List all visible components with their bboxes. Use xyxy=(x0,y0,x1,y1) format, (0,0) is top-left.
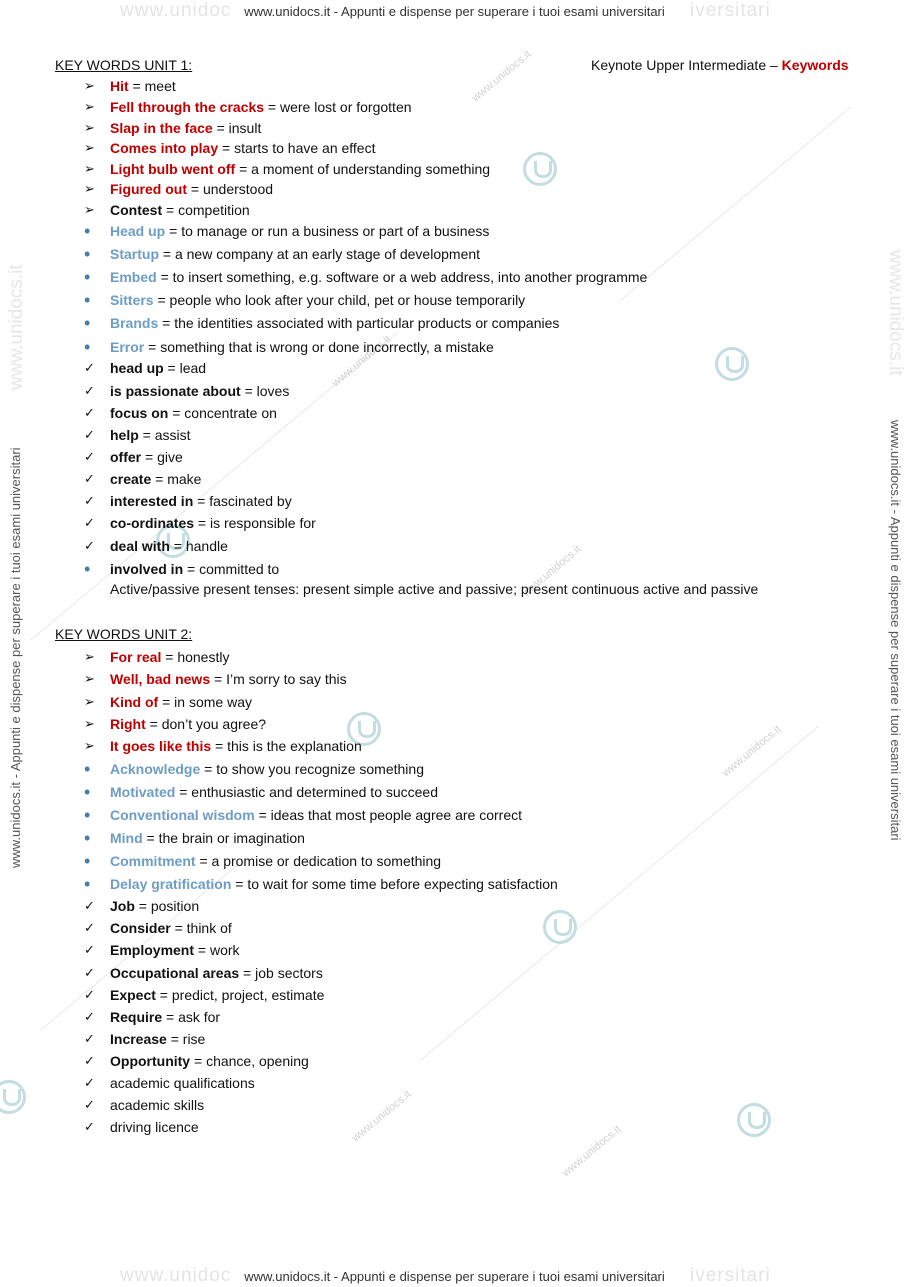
watermark-left-ghost: www.unidocs.it xyxy=(6,264,27,390)
keyword-definition: = assist xyxy=(138,427,191,443)
list-item xyxy=(84,828,305,848)
keyword-definition: = starts to have an effect xyxy=(218,140,376,156)
arrow-bullet-icon: ➢ xyxy=(84,140,95,155)
keyword-definition: = is responsible for xyxy=(194,515,316,531)
keyword-definition: = predict, project, estimate xyxy=(155,987,325,1003)
list-item xyxy=(84,1073,255,1093)
checkmark-icon: ✓ xyxy=(84,965,95,980)
list-item xyxy=(84,536,228,556)
keyword-term: Comes into play xyxy=(110,140,219,156)
arrow-bullet-icon: ➢ xyxy=(84,649,95,664)
keyword-definition: = position xyxy=(134,898,200,914)
keyword-definition: = to show you recognize something xyxy=(200,761,424,777)
keyword-definition: = competition xyxy=(162,202,250,218)
keyword-term: co-ordinates xyxy=(110,515,195,531)
unit1-grammar-note: Active/passive present tenses: present simple active and passive; present continuous active and passive xyxy=(110,581,759,597)
list-item xyxy=(84,381,289,401)
checkmark-icon: ✓ xyxy=(84,1031,95,1046)
keyword-term: Conventional wisdom xyxy=(110,807,255,823)
list-item xyxy=(84,403,277,423)
keyword-definition: = loves xyxy=(240,383,290,399)
keyword-term: create xyxy=(110,471,152,487)
list-item xyxy=(84,97,412,117)
watermark-diagonal-text: www.unidocs.it xyxy=(330,333,394,390)
keyword-term: Delay gratification xyxy=(110,876,232,892)
checkmark-icon: ✓ xyxy=(84,538,95,553)
list-item xyxy=(84,447,183,467)
list-item xyxy=(84,358,206,378)
keyword-definition: = give xyxy=(141,449,183,465)
list-item xyxy=(84,221,489,241)
keyword-definition: = don’t you agree? xyxy=(145,716,267,732)
list-item xyxy=(84,159,490,179)
list-item xyxy=(84,759,424,779)
list-item xyxy=(84,513,316,533)
list-item xyxy=(84,1007,220,1027)
keyword-term: Contest xyxy=(110,202,163,218)
arrow-bullet-icon: ➢ xyxy=(84,120,95,135)
list-item xyxy=(84,851,441,871)
keyword-definition: = understood xyxy=(187,181,274,197)
keyword-definition: academic skills xyxy=(110,1097,205,1113)
keyword-term: Increase xyxy=(110,1031,167,1047)
arrow-bullet-icon: ➢ xyxy=(84,161,95,176)
list-item xyxy=(84,267,647,287)
list-item xyxy=(84,940,240,960)
round-bullet-icon: • xyxy=(84,827,91,848)
checkmark-icon: ✓ xyxy=(84,427,95,442)
list-item xyxy=(84,669,347,689)
keyword-term: Right xyxy=(110,716,146,732)
arrow-bullet-icon: ➢ xyxy=(84,716,95,731)
keyword-definition: = fascinated by xyxy=(193,493,292,509)
keyword-definition: = make xyxy=(151,471,202,487)
document-header xyxy=(591,57,849,73)
list-item xyxy=(84,985,324,1005)
keyword-term: For real xyxy=(110,649,162,665)
list-item xyxy=(84,559,279,579)
list-item xyxy=(84,1051,309,1071)
watermark-diagonal-text: www.unidocs.it xyxy=(520,543,584,600)
watermark-ghost-text: www.unidoc xyxy=(120,0,232,21)
keyword-term: Require xyxy=(110,1009,163,1025)
keyword-term: Mind xyxy=(110,830,143,846)
watermark-diagonal-text: www.unidocs.it xyxy=(350,1088,414,1145)
keyword-term: It goes like this xyxy=(110,738,212,754)
list-item xyxy=(84,692,252,712)
checkmark-icon: ✓ xyxy=(84,1119,95,1134)
keyword-term: Job xyxy=(110,898,135,914)
keyword-term: Opportunity xyxy=(110,1053,191,1069)
list-item xyxy=(84,805,522,825)
keyword-term: deal with xyxy=(110,538,170,554)
keyword-term: Startup xyxy=(110,246,159,262)
keyword-definition: = honestly xyxy=(161,649,230,665)
keyword-definition: = chance, opening xyxy=(190,1053,309,1069)
keyword-term: Occupational areas xyxy=(110,965,240,981)
round-bullet-icon: • xyxy=(84,289,91,310)
list-item xyxy=(84,963,323,983)
keyword-term: interested in xyxy=(110,493,194,509)
watermark-logo-icon xyxy=(543,910,577,944)
unit2-title: KEY WORDS UNIT 2: xyxy=(55,626,193,642)
keyword-term: Embed xyxy=(110,269,157,285)
keyword-definition: = a moment of understanding something xyxy=(235,161,491,177)
keyword-term: focus on xyxy=(110,405,169,421)
arrow-bullet-icon: ➢ xyxy=(84,738,95,753)
keyword-term: Fell through the cracks xyxy=(110,99,265,115)
round-bullet-icon: • xyxy=(84,850,91,871)
list-item xyxy=(84,782,438,802)
keyword-definition: = ideas that most people agree are correct xyxy=(254,807,523,823)
watermark-diagonal-text: www.unidocs.it xyxy=(470,48,534,105)
list-item xyxy=(84,76,176,96)
list-item xyxy=(84,313,559,333)
round-bullet-icon: • xyxy=(84,804,91,825)
checkmark-icon: ✓ xyxy=(84,920,95,935)
header-title: Keynote Upper Intermediate – xyxy=(591,57,782,73)
round-bullet-icon: • xyxy=(84,312,91,333)
list-item xyxy=(84,244,480,264)
arrow-bullet-icon: ➢ xyxy=(84,99,95,114)
arrow-bullet-icon: ➢ xyxy=(84,78,95,93)
watermark-logo-icon xyxy=(715,347,749,381)
list-item xyxy=(84,138,375,158)
watermark-top xyxy=(0,0,909,21)
checkmark-icon: ✓ xyxy=(84,493,95,508)
keyword-term: Brands xyxy=(110,315,159,331)
keyword-definition: = I’m sorry to say this xyxy=(210,671,347,687)
keyword-term: involved in xyxy=(110,561,184,577)
watermark-logo-icon xyxy=(0,1080,26,1114)
checkmark-icon: ✓ xyxy=(84,383,95,398)
round-bullet-icon: • xyxy=(84,336,91,357)
watermark-diagonal-text: www.unidocs.it xyxy=(560,1123,624,1180)
arrow-bullet-icon: ➢ xyxy=(84,202,95,217)
list-item xyxy=(84,874,558,894)
list-item xyxy=(84,491,292,511)
round-bullet-icon: • xyxy=(84,266,91,287)
watermark-text: www.unidocs.it - Appunti e dispense per superare i tuoi esami universitari xyxy=(244,1269,665,1284)
watermark-ghost-text: iversitari xyxy=(690,0,771,21)
keyword-definition: = committed to xyxy=(183,561,280,577)
keyword-definition: = to manage or run a business or part of a business xyxy=(165,223,490,239)
keyword-term: Employment xyxy=(110,942,195,958)
keyword-definition: = handle xyxy=(169,538,228,554)
round-bullet-icon: • xyxy=(84,558,91,579)
list-item xyxy=(84,714,266,734)
checkmark-icon: ✓ xyxy=(84,360,95,375)
keyword-definition: = the brain or imagination xyxy=(142,830,305,846)
keyword-definition: = think of xyxy=(170,920,232,936)
keyword-definition: = a promise or dedication to something xyxy=(195,853,442,869)
checkmark-icon: ✓ xyxy=(84,471,95,486)
keyword-definition: = rise xyxy=(166,1031,206,1047)
checkmark-icon: ✓ xyxy=(84,449,95,464)
watermark-diagonal-text: www.unidocs.it xyxy=(720,723,784,780)
watermark-bottom xyxy=(0,1265,909,1286)
keyword-term: Hit xyxy=(110,78,129,94)
watermark-text: www.unidocs.it - Appunti e dispense per superare i tuoi esami universitari xyxy=(244,4,665,19)
watermark-right-ghost: www.unidocs.it xyxy=(885,250,906,376)
arrow-bullet-icon: ➢ xyxy=(84,671,95,686)
keyword-term: Motivated xyxy=(110,784,176,800)
checkmark-icon: ✓ xyxy=(84,1075,95,1090)
keyword-definition: = in some way xyxy=(158,694,252,710)
list-item xyxy=(84,1117,199,1137)
keyword-term: Expect xyxy=(110,987,156,1003)
checkmark-icon: ✓ xyxy=(84,515,95,530)
round-bullet-icon: • xyxy=(84,873,91,894)
keyword-term: help xyxy=(110,427,139,443)
keyword-definition: = lead xyxy=(163,360,207,376)
keyword-definition: = this is the explanation xyxy=(211,738,362,754)
keyword-term: Error xyxy=(110,339,145,355)
keyword-definition: = ask for xyxy=(162,1009,221,1025)
watermark-logo-icon xyxy=(737,1103,771,1137)
checkmark-icon: ✓ xyxy=(84,1097,95,1112)
round-bullet-icon: • xyxy=(84,758,91,779)
watermark-ghost-text: iversitari xyxy=(690,1265,771,1286)
list-item xyxy=(84,290,525,310)
keyword-term: Consider xyxy=(110,920,171,936)
keyword-term: Figured out xyxy=(110,181,187,197)
header-keywords: Keywords xyxy=(781,57,849,73)
list-item xyxy=(84,118,261,138)
keyword-definition: = work xyxy=(194,942,240,958)
list-item xyxy=(84,736,362,756)
keyword-term: Kind of xyxy=(110,694,159,710)
round-bullet-icon: • xyxy=(84,781,91,802)
keyword-term: Slap in the face xyxy=(110,120,213,136)
list-item xyxy=(84,200,250,220)
keyword-term: Light bulb went off xyxy=(110,161,236,177)
keyword-term: Commitment xyxy=(110,853,196,869)
keyword-definition: = insult xyxy=(212,120,262,136)
keyword-definition: = enthusiastic and determined to succeed xyxy=(175,784,439,800)
keyword-term: Well, bad news xyxy=(110,671,211,687)
list-item xyxy=(84,179,273,199)
keyword-definition: = something that is wrong or done incorrectly, a mistake xyxy=(144,339,494,355)
keyword-definition: = to insert something, e.g. software or a web address, into another programme xyxy=(156,269,648,285)
checkmark-icon: ✓ xyxy=(84,987,95,1002)
keyword-definition: = job sectors xyxy=(239,965,323,981)
checkmark-icon: ✓ xyxy=(84,942,95,957)
watermark-ghost-text: www.unidoc xyxy=(120,1265,232,1286)
watermark-left: www.unidocs.it - Appunti e dispense per superare i tuoi esami universitari xyxy=(8,447,23,868)
checkmark-icon: ✓ xyxy=(84,1053,95,1068)
watermark-right: www.unidocs.it - Appunti e dispense per superare i tuoi esami universitari xyxy=(888,420,903,841)
arrow-bullet-icon: ➢ xyxy=(84,694,95,709)
keyword-definition: = to wait for some time before expecting satisfaction xyxy=(231,876,558,892)
round-bullet-icon: • xyxy=(84,220,91,241)
checkmark-icon: ✓ xyxy=(84,898,95,913)
list-item xyxy=(84,1095,204,1115)
list-item xyxy=(84,469,201,489)
watermark-logo-icon xyxy=(523,152,557,186)
checkmark-icon: ✓ xyxy=(84,1009,95,1024)
list-item xyxy=(84,337,494,357)
keyword-definition: = were lost or forgotten xyxy=(264,99,412,115)
keyword-definition: academic qualifications xyxy=(110,1075,255,1091)
keyword-definition: = people who look after your child, pet or house temporarily xyxy=(153,292,526,308)
keyword-definition: driving licence xyxy=(110,1119,199,1135)
keyword-term: head up xyxy=(110,360,164,376)
keyword-term: Sitters xyxy=(110,292,154,308)
keyword-term: Head up xyxy=(110,223,166,239)
list-item xyxy=(84,1029,205,1049)
keyword-term: offer xyxy=(110,449,142,465)
list-item xyxy=(84,918,232,938)
keyword-term: is passionate about xyxy=(110,383,241,399)
round-bullet-icon: • xyxy=(84,243,91,264)
checkmark-icon: ✓ xyxy=(84,405,95,420)
keyword-definition: = the identities associated with particular products or companies xyxy=(158,315,560,331)
list-item xyxy=(84,896,199,916)
keyword-definition: = concentrate on xyxy=(168,405,277,421)
arrow-bullet-icon: ➢ xyxy=(84,181,95,196)
unit1-title: KEY WORDS UNIT 1: xyxy=(55,57,193,73)
keyword-definition: = a new company at an early stage of development xyxy=(159,246,481,262)
keyword-term: Acknowledge xyxy=(110,761,201,777)
list-item xyxy=(84,647,229,667)
list-item xyxy=(84,425,191,445)
watermark-diagonal-line xyxy=(620,107,850,301)
keyword-definition: = meet xyxy=(128,78,176,94)
